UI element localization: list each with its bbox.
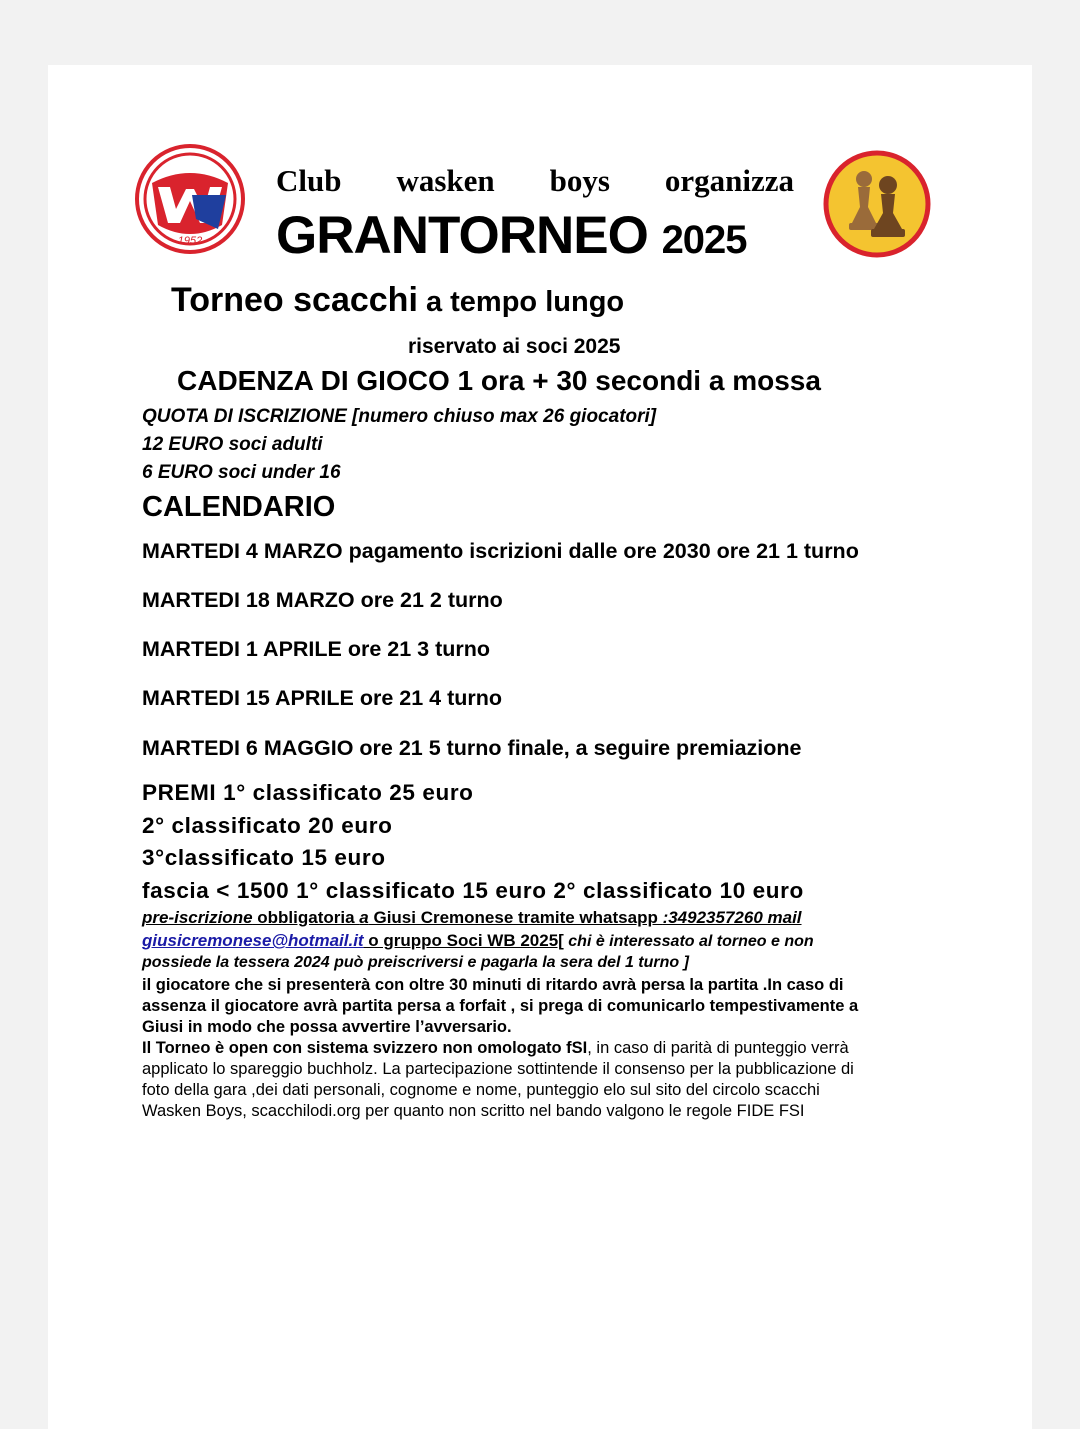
logo-year-text: 1952 bbox=[177, 235, 203, 247]
organizer-line bbox=[276, 163, 794, 199]
quota-heading: QUOTA DI ISCRIZIONE [numero chiuso max 26 giocatori] bbox=[142, 406, 657, 427]
title-year: 2025 bbox=[661, 218, 747, 262]
chess-pawns-logo-icon bbox=[822, 149, 932, 264]
prize-line: fascia < 1500 1° classificato 15 euro 2° classificato 10 euro bbox=[142, 878, 804, 903]
subtitle-main: Torneo scacchi bbox=[171, 281, 418, 319]
preregistration-line bbox=[142, 908, 802, 928]
time-control: CADENZA DI GIOCO 1 ora + 30 secondi a mossa bbox=[177, 365, 821, 396]
title-text: GRANTORNEO bbox=[276, 206, 648, 265]
rules-line: applicato lo spareggio buchholz. La partecipazione sottintende il consenso per la pubblicazione di bbox=[142, 1060, 854, 1078]
reserved-note: riservato ai soci 2025 bbox=[408, 335, 621, 358]
organizer-word: boys bbox=[549, 163, 610, 198]
preregistration-line bbox=[142, 931, 814, 951]
prereg-text: obbligatoria bbox=[252, 908, 360, 927]
late-rule-line: Giusi in modo che possa avvertire l’avversario. bbox=[142, 1018, 512, 1036]
prize-line: PREMI 1° classificato 25 euro bbox=[142, 780, 474, 805]
wasken-boys-logo-icon bbox=[134, 143, 246, 260]
rules-bold: Il Torneo è open con sistema svizzero non omologato fSI bbox=[142, 1039, 588, 1057]
organizer-word: wasken bbox=[396, 163, 495, 198]
calendar-row: MARTEDI 18 MARZO ore 21 2 turno bbox=[142, 588, 503, 612]
rules-line: foto della gara ,dei dati personali, cognome e nome, punteggio elo sul sito del circolo scacchi bbox=[142, 1081, 820, 1099]
calendar-row: MARTEDI 1 APRILE ore 21 3 turno bbox=[142, 637, 491, 661]
calendar-row: MARTEDI 15 APRILE ore 21 4 turno bbox=[142, 686, 502, 710]
subtitle-rest: a tempo lungo bbox=[417, 286, 625, 318]
rules-line bbox=[142, 1039, 849, 1058]
quota-adults: 12 EURO soci adulti bbox=[142, 434, 323, 455]
rules-text: , in caso di parità di punteggio verrà bbox=[587, 1039, 849, 1057]
late-rule-line: assenza il giocatore avrà partita persa a forfait , si prega di comunicarlo tempestivamente a bbox=[142, 997, 859, 1015]
prereg-text: o gruppo Soci WB 2025[ bbox=[363, 931, 564, 950]
poster-page bbox=[48, 65, 1032, 1429]
quota-under16: 6 EURO soci under 16 bbox=[142, 462, 341, 483]
calendar-row: MARTEDI 4 MARZO pagamento iscrizioni dalle ore 2030 ore 21 1 turno bbox=[142, 539, 859, 563]
organizer-word: organizza bbox=[664, 163, 794, 198]
email-link[interactable]: giusicremonese@hotmail.it bbox=[142, 931, 364, 950]
prereg-text: Giusi Cremonese tramite whatsapp bbox=[368, 908, 663, 927]
page-title bbox=[276, 205, 747, 266]
subtitle bbox=[171, 281, 624, 320]
preregistration-note: possiede la tessera 2024 può preiscriversi e pagarla la sera del 1 turno ] bbox=[142, 954, 689, 971]
prereg-phone: :3492357260 mail bbox=[662, 908, 802, 927]
prereg-text: a bbox=[359, 908, 369, 927]
prereg-label: pre-iscrizione bbox=[142, 908, 253, 927]
prize-line: 3°classificato 15 euro bbox=[142, 845, 386, 870]
rules-line: Wasken Boys, scacchilodi.org per quanto non scritto nel bando valgono le regole FIDE FSI bbox=[142, 1102, 805, 1120]
prereg-note: chi è interessato al torneo e non bbox=[563, 933, 814, 950]
organizer-word: Club bbox=[276, 163, 342, 198]
late-rule-line: il giocatore che si presenterà con oltre 30 minuti di ritardo avrà persa la partita .In caso di bbox=[142, 976, 844, 994]
calendar-row: MARTEDI 6 MAGGIO ore 21 5 turno finale, a seguire premiazione bbox=[142, 736, 802, 760]
prize-line: 2° classificato 20 euro bbox=[142, 813, 393, 838]
calendar-heading: CALENDARIO bbox=[142, 491, 336, 523]
